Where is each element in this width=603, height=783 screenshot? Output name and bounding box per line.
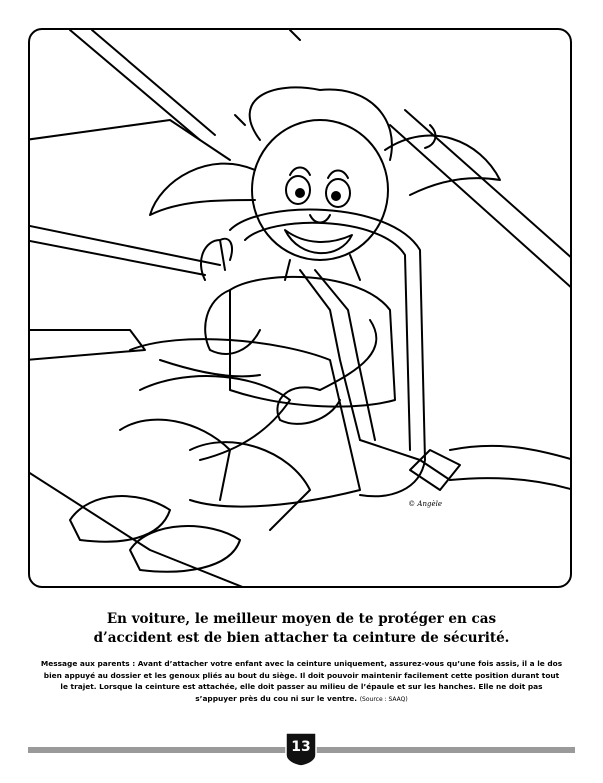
girl-in-booster-seat-drawing <box>30 30 572 588</box>
page-headline <box>20 610 583 648</box>
source-note: (Source : SAAQ) <box>359 695 408 703</box>
page-number: 13 <box>291 739 311 755</box>
page-number-badge <box>284 729 318 767</box>
parents-message-text: Message aux parents : Avant d’attacher votre enfant avec la ceinture uniquement, assurez-vous qu’une fois assis, il a le dos bien appuyé au dossier et les genoux pliés au bout du siège. Il doit pouvoir maintenir facilement cette position durant tout le trajet. Lorsque la ceinture est attachée, elle doit passer au milieu de l’épaule et sur les hanches. Elle ne doit pas s’appuyer près du cou ni sur le ventre. <box>40 659 563 703</box>
artist-signature: © Angèle <box>408 500 442 508</box>
headline-line-2: d’accident est de bien attacher ta ceinture de sécurité. <box>93 630 510 646</box>
illustration-frame <box>28 28 572 588</box>
parents-message <box>40 658 563 705</box>
headline-line-1: En voiture, le meilleur moyen de te protéger en cas <box>106 611 497 627</box>
